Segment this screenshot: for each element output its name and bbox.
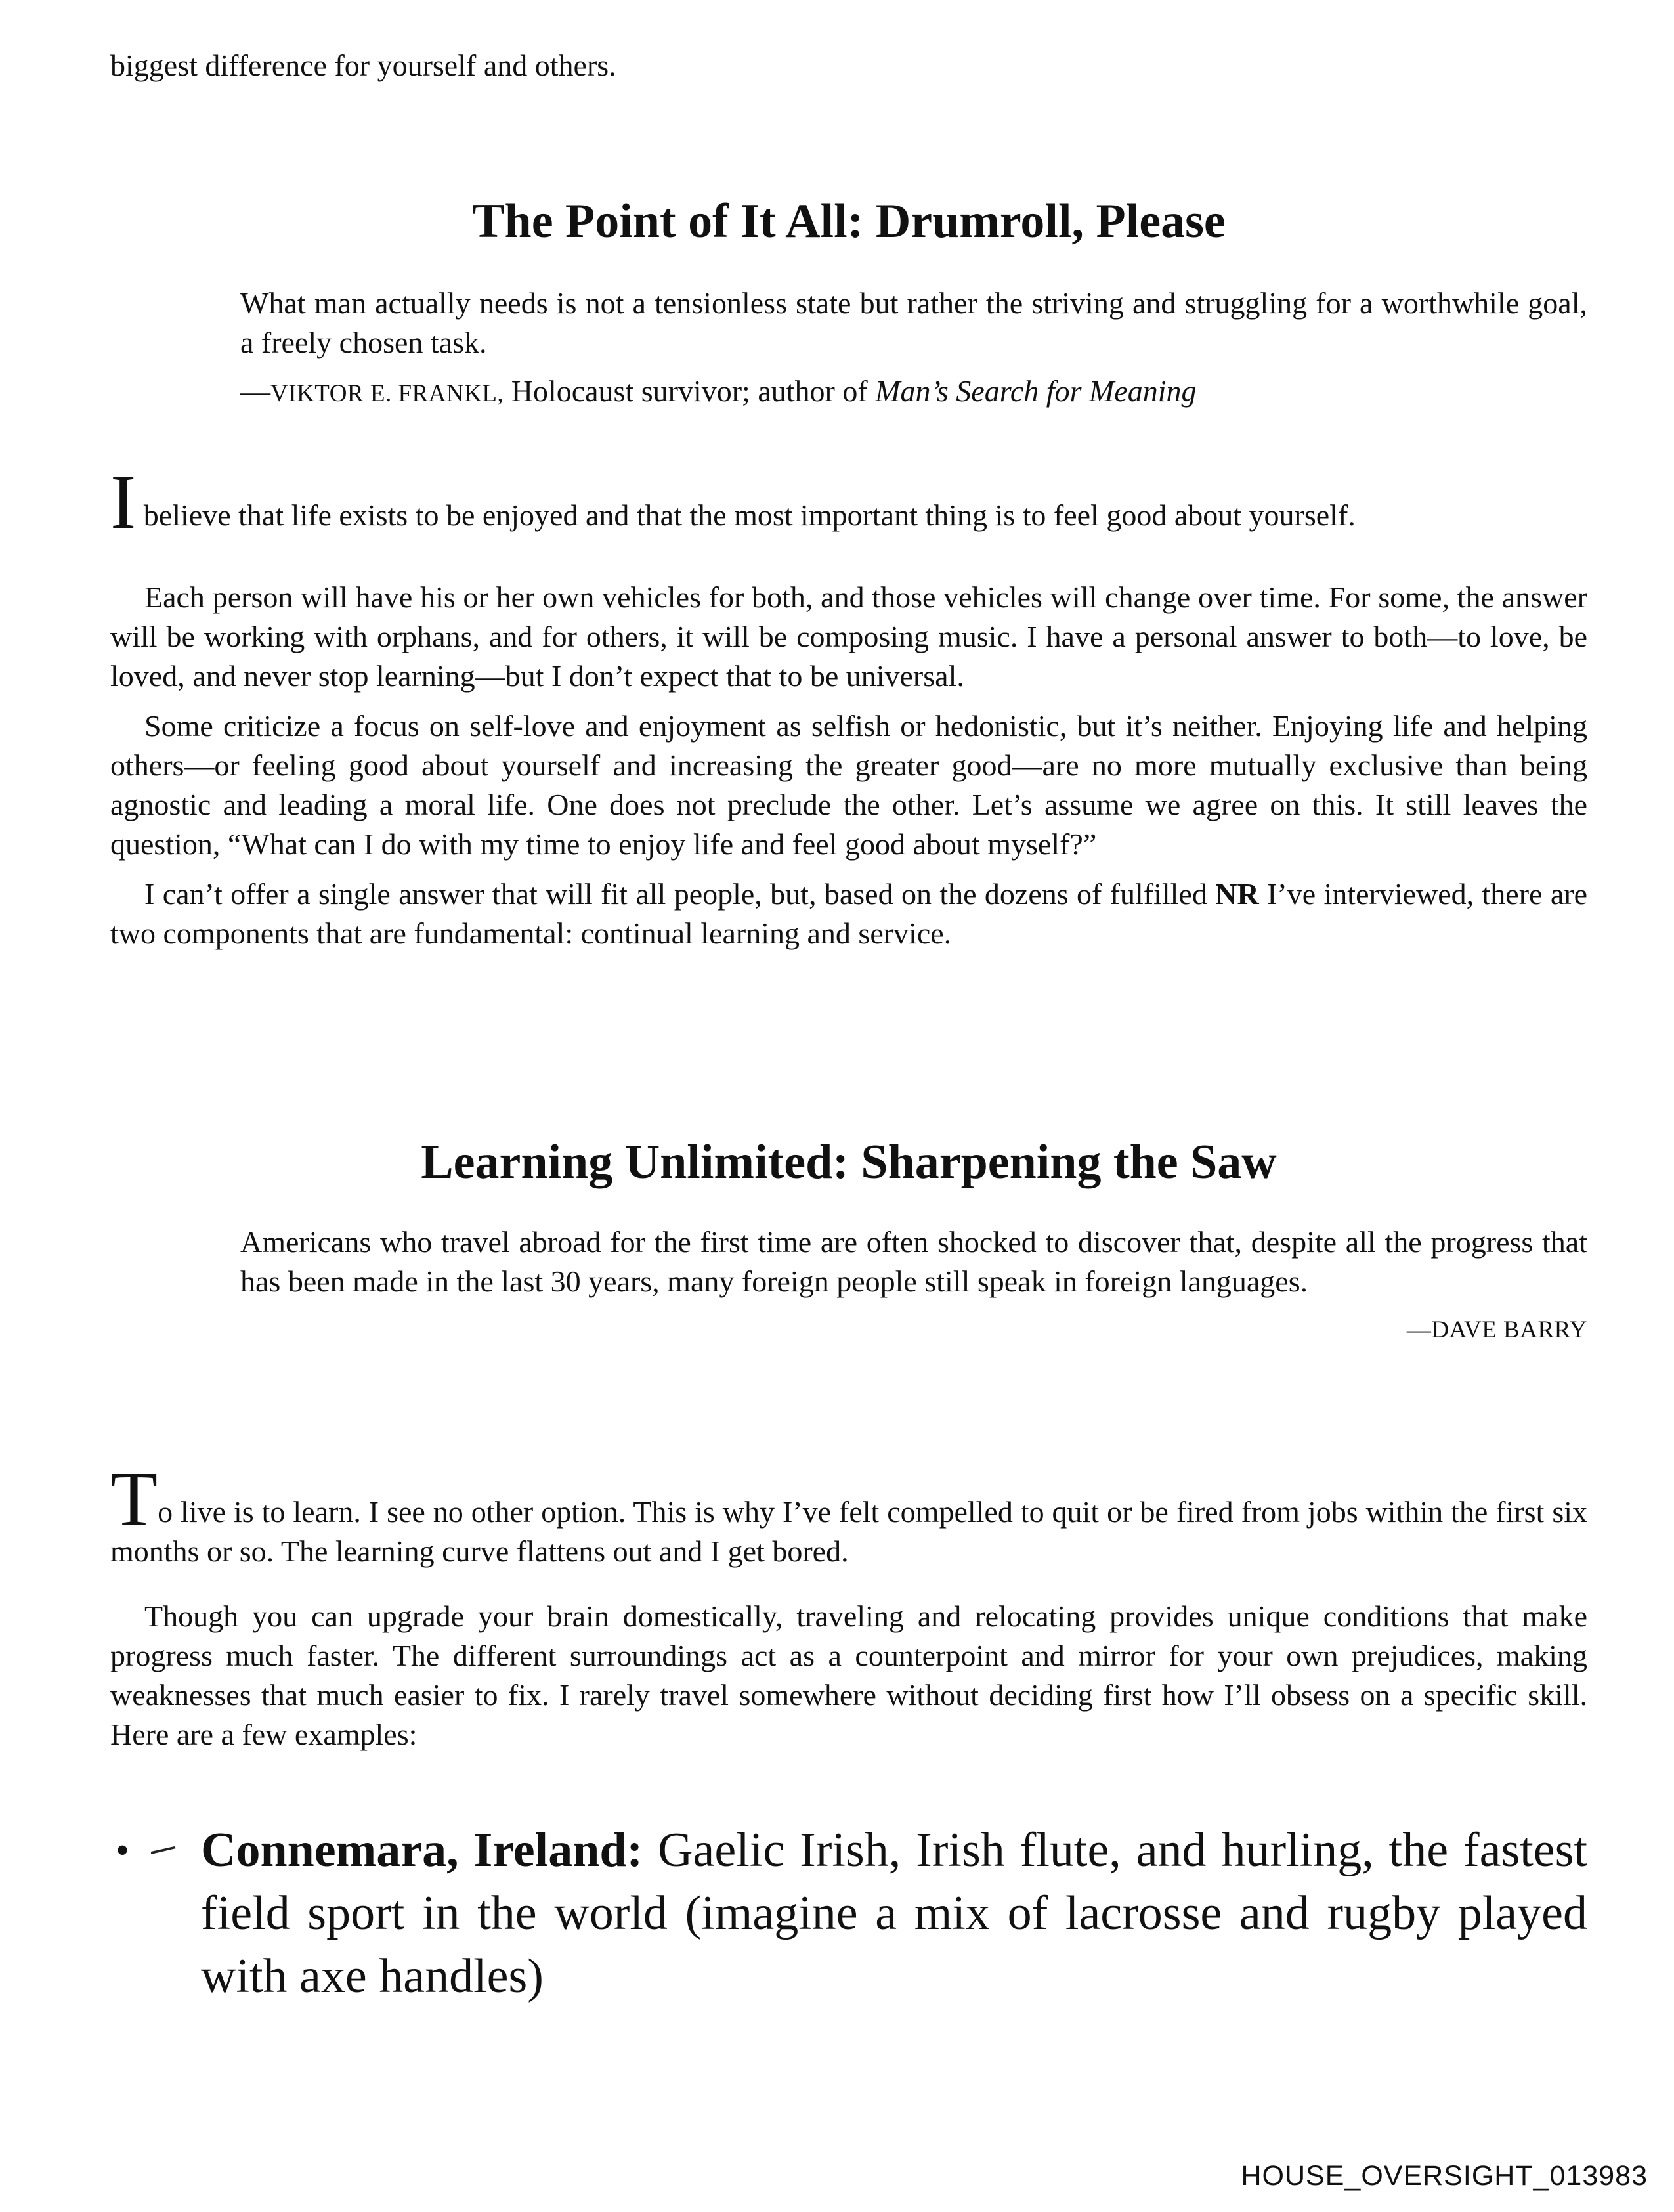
section1-body [110, 578, 1587, 953]
epigraph-frankl [240, 284, 1587, 414]
list-item [110, 1819, 1587, 2008]
bates-number: HOUSE_OVERSIGHT_013983 [1241, 2160, 1648, 2192]
examples-list [110, 1819, 1587, 2008]
epigraph-attribution [240, 372, 1587, 414]
epigraph-attribution: —DAVE BARRY [1406, 1316, 1587, 1343]
paragraph-text: o live is to learn. I see no other option. This is why I’ve felt compelled to quit or be fired from jobs within the first six months or so. The learning curve flattens out and I get bored. [110, 1495, 1587, 1568]
section-heading-point-of-it-all: The Point of It All: Drumroll, Please [472, 194, 1226, 248]
attribution-author: VIKTOR E. FRANKL, [270, 380, 504, 407]
section-heading-learning-unlimited: Learning Unlimited: Sharpening the Saw [421, 1135, 1277, 1189]
section2-body [110, 1597, 1587, 1754]
attribution-book-title: Man’s Search for Meaning [875, 374, 1197, 408]
nr-abbreviation: NR [1215, 877, 1259, 911]
paragraph-text-end: I’ve interviewed, there are two components that are fundamental: continual learning and service. [110, 877, 1587, 950]
paragraph-vehicles: Each person will have his or her own vehicles for both, and those vehicles will change over time. For some, the answer will be working with orphans, and for others, it will be composing music. I have a personal answer to both—to love, be loved, and never stop learning—but I don’t expect that to be universal. [110, 580, 1587, 693]
dropcap-letter: T [110, 1456, 158, 1542]
bullet-dot: • [116, 1829, 130, 1872]
epigraph-quote: Americans who travel abroad for the first time are often shocked to discover that, despite all the progress that has been made in the last 30 years, many foreign people still speak in foreign languages. [240, 1225, 1587, 1298]
paragraph-components [110, 875, 1587, 953]
bullet-label: Connemara, Ireland: [201, 1823, 643, 1877]
paragraph-dropcap-1 [110, 459, 1587, 545]
dropcap-letter: I [110, 459, 137, 545]
paragraph-self-love: Some criticize a focus on self-love and enjoyment as selfish or hedonistic, but it’s neither. Enjoying life and helping others—or feeling good about yourself and increasing the greater good—are no more mutually exclusive than being agnostic and leading a moral life. One does not preclude the other. Let’s assume we agree on this. It still leaves the question, “What can I do with my time to enjoy life and feel good about myself?” [110, 709, 1587, 861]
paragraph-dropcap-2 [110, 1456, 1587, 1571]
attribution-dash: — [240, 374, 270, 408]
epigraph-barry [240, 1223, 1587, 1350]
paragraph-text-start: I can’t offer a single answer that will fit all people, but, based on the dozens of fulfilled [144, 877, 1216, 911]
arrow-bullet-icon [151, 1842, 176, 1854]
paragraph-travel: Though you can upgrade your brain domestically, traveling and relocating provides unique conditions that make progress much faster. The different surroundings act as a counterpoint and mirror for your own prejudices, making weaknesses that much easier to fix. I rarely travel somewhere without deciding first how I’ll obsess on a specific skill. Here are a few examples: [110, 1599, 1587, 1751]
bullet-text: Gaelic Irish, Irish flute, and hurling, the fastest field sport in the world (imagine a mix of lacrosse and rugby played with axe handles) [201, 1823, 1588, 2003]
epigraph-quote: What man actually needs is not a tensionless state but rather the striving and struggling for a worthwhile goal, a freely chosen task. [240, 286, 1587, 359]
paragraph-text: believe that life exists to be enjoyed and that the most important thing is to feel good about yourself. [136, 498, 1356, 532]
attribution-description: Holocaust survivor; author of [504, 374, 876, 408]
intro-line: biggest difference for yourself and others. [110, 49, 616, 82]
